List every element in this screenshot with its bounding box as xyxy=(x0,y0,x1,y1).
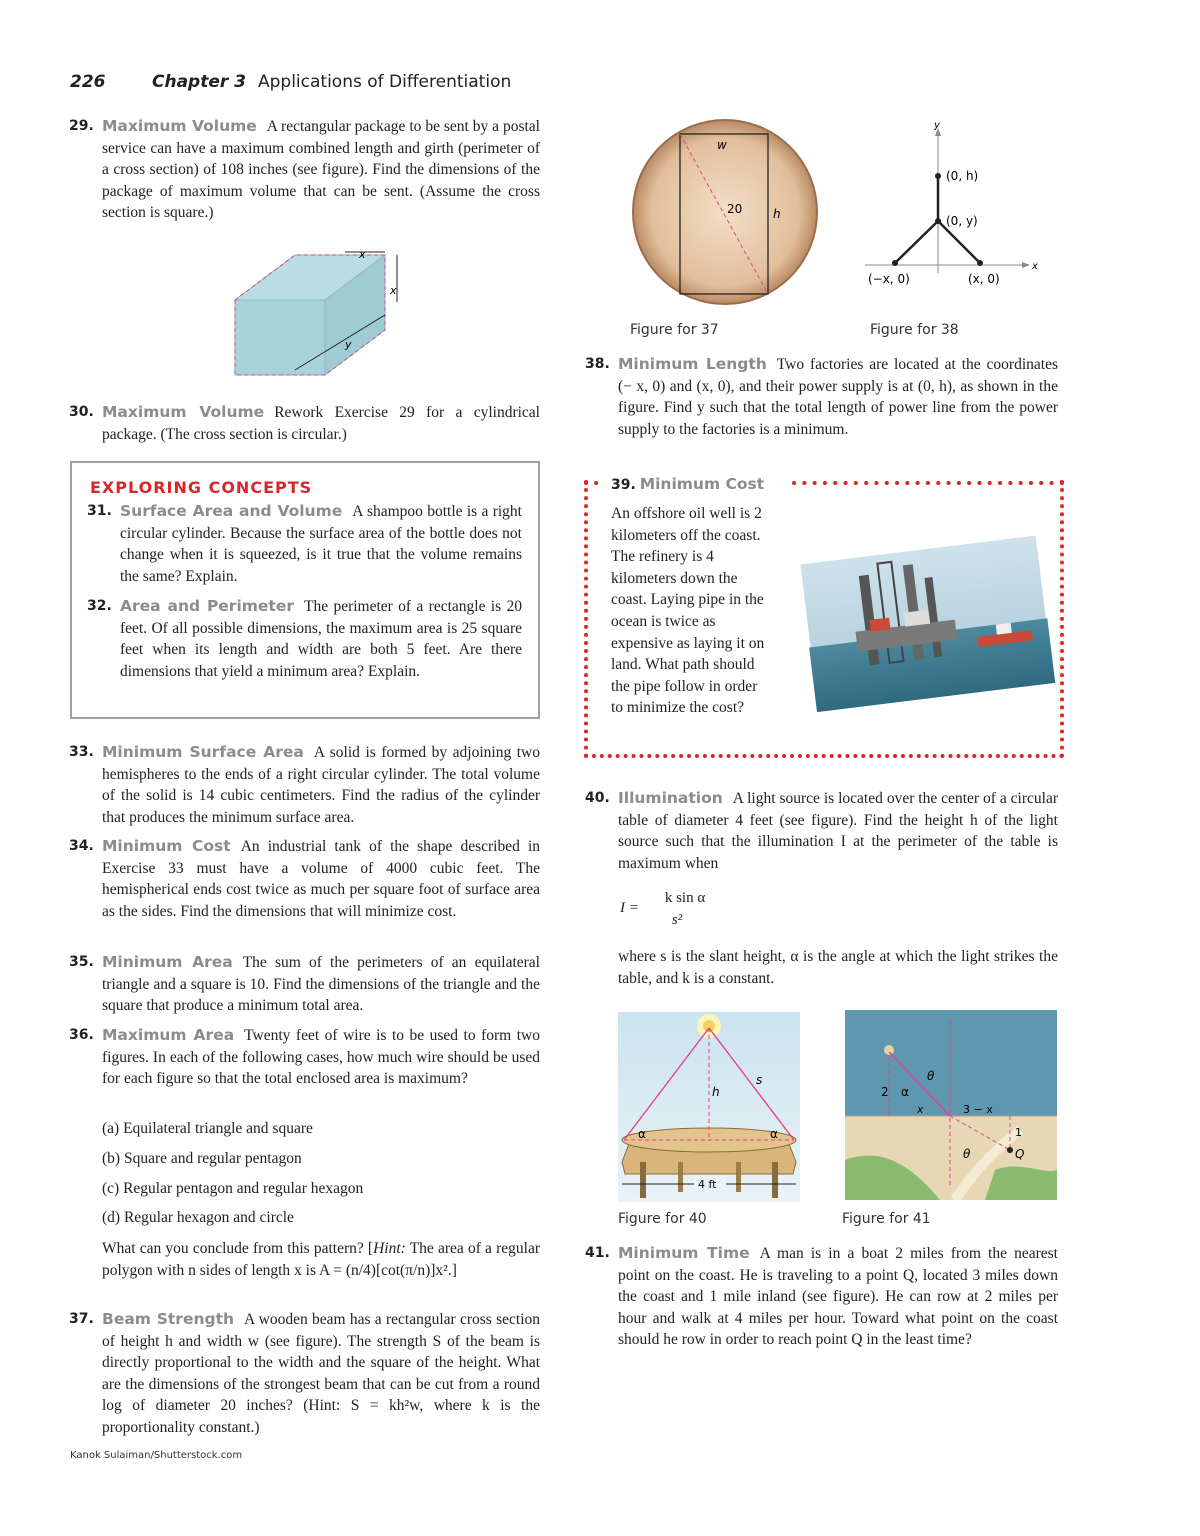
exercise-text: A solid is formed by adjoining two hemispheres to the ends of a right circular cylinder. The total volume of the solid is 14 cubic centimeters. Find the radius of the cylinder that produces the minimum surface area. xyxy=(102,744,540,826)
label-theta-bottom: θ xyxy=(963,1147,971,1161)
hint-text: The area of a regular polygon with n sides of length x is A = (n/4)[cot(π/n)]x². xyxy=(102,1240,540,1279)
exercise-number: 32. xyxy=(87,598,112,614)
label-q: Q xyxy=(1015,1147,1025,1161)
power-line-figure xyxy=(860,118,1050,298)
exercise-text: An industrial tank of the shape described in Exercise 33 must have a volume of 4000 cubic feet. The hemispherical ends cost twice as much per square foot of surface area as the sides. Find the dimensions that will minimize cost. xyxy=(102,838,540,920)
point-right-label: (x, 0) xyxy=(968,272,1000,286)
label-x-side: x xyxy=(390,284,397,297)
label-alpha: α xyxy=(901,1085,909,1099)
exercise-39-text: An offshore oil well is 2 kilometers off the coast. The refinery is 4 kilometers down the coast. Laying pipe in the ocean is twice as expensive as laying it on land. What path should the pipe follow in order to minimize the cost? xyxy=(611,505,765,717)
exercise-title: Maximum Area xyxy=(102,1026,235,1044)
exercise-text: A light source is located over the center of a circular table of diameter 4 feet (see figure). Find the height h of the light source such that the illumination I at the perimeter of the table is maximum when xyxy=(618,790,1058,872)
figure-37-caption: Figure for 37 xyxy=(630,322,719,338)
exercise-title: Minimum Area xyxy=(102,953,233,971)
exercise-title: Illumination xyxy=(618,789,723,807)
exercise-number: 41. xyxy=(585,1245,610,1261)
exercise-number: 30. xyxy=(69,404,94,420)
exercise-36 xyxy=(69,1025,540,1090)
part-c: (c) Regular pentagon and regular hexagon xyxy=(102,1180,364,1197)
exercise-40 xyxy=(585,788,1058,874)
page-number: 226 xyxy=(70,72,106,92)
boat-icon xyxy=(884,1045,894,1055)
package-figure xyxy=(225,240,415,380)
boat-path-figure xyxy=(845,1010,1057,1200)
exercise-number: 37. xyxy=(69,1311,94,1327)
exercise-title: Surface Area and Volume xyxy=(120,502,343,520)
exercise-36-hint: What can you conclude from this pattern? [Hint: The area of a regular polygon with n sides of length x is A = (n/4)[cot(π/n)]x².] xyxy=(102,1240,540,1279)
label-width: 4 ft xyxy=(698,1178,717,1191)
part-b: (b) Square and regular pentagon xyxy=(102,1150,302,1167)
figure-41-caption: Figure for 41 xyxy=(842,1211,931,1227)
exercise-text: The sum of the perimeters of an equilateral triangle and a square is 10. Find the dimensions of the triangle and the square that produce a minimum total area. xyxy=(102,954,540,1015)
photo-credit: Kanok Sulaiman/Shutterstock.com xyxy=(70,1450,243,1461)
exercise-35 xyxy=(69,952,540,1017)
exercise-title: Minimum Cost xyxy=(639,475,765,493)
dot-row-left xyxy=(584,478,608,488)
exercise-text: A rectangular package to be sent by a postal service can have a maximum combined length and girth (perimeter of a cross section) of 108 inches (see figure). Find the dimensions of the package of maximum volume that can be sent. (Assume the cross section is square.) xyxy=(102,118,540,222)
lamp-table-figure xyxy=(618,1012,800,1202)
label-one: 1 xyxy=(1015,1126,1022,1139)
exercise-41 xyxy=(585,1243,1058,1351)
exercise-text: The perimeter of a rectangle is 20 feet. Of all possible dimensions, the maximum area is 25 square feet when its length and width are both 5 feet. Are there dimensions that yield a minimum area? Explain. xyxy=(120,598,522,680)
chapter-label: Chapter 3 xyxy=(152,72,247,92)
hint-label: Hint: xyxy=(373,1240,406,1257)
figure-40-caption: Figure for 40 xyxy=(618,1211,707,1227)
exercise-33 xyxy=(69,742,540,828)
exercise-title: Area and Perimeter xyxy=(120,597,294,615)
exercise-39-heading xyxy=(611,474,783,497)
log-figure xyxy=(615,118,835,318)
exercise-38 xyxy=(585,354,1058,440)
label-alpha-left: α xyxy=(638,1127,646,1141)
exercise-title: Beam Strength xyxy=(102,1310,235,1328)
exercise-text: A wooden beam has a rectangular cross section of height h and width w (see figure). The strength S of the beam is directly proportional to the width and the square of the height. What are the dimensions of the strongest beam that can be cut from a round log of diameter 20 inches? (Hint: S = kh²w, where k is the proportionality constant.) xyxy=(102,1311,540,1436)
exercise-title: Maximum Volume xyxy=(102,117,257,135)
exercise-number: 29. xyxy=(69,118,94,134)
exercise-number: 34. xyxy=(69,838,94,854)
point-mid-label: (0, y) xyxy=(946,214,978,228)
exercise-number: 36. xyxy=(69,1027,94,1043)
exercise-number: 33. xyxy=(69,744,94,760)
exercise-text: Two factories are located at the coordinates (− x, 0) and (x, 0), and their power supply is at (0, h), as shown in the figure. Find y such that the total length of power line from the power supply to the factories is a minimum. xyxy=(618,356,1058,438)
exercise-number: 39. xyxy=(611,477,636,493)
label-s: s xyxy=(756,1073,763,1087)
label-diameter: 20 xyxy=(727,202,743,216)
part-a: (a) Equilateral triangle and square xyxy=(102,1120,313,1137)
exploring-concepts-heading: EXPLORING CONCEPTS xyxy=(90,478,313,497)
exercise-31 xyxy=(87,501,522,587)
label-rest: 3 − x xyxy=(963,1103,993,1116)
exercise-number: 38. xyxy=(585,356,610,372)
formula-lhs: I = xyxy=(620,900,639,916)
axis-x-label: x xyxy=(1032,261,1038,272)
axis-y-label: y xyxy=(934,120,940,131)
chapter-title: Applications of Differentiation xyxy=(258,72,512,92)
point-top-label: (0, h) xyxy=(946,169,979,183)
exercise-title: Minimum Cost xyxy=(102,837,231,855)
exercise-title: Minimum Length xyxy=(618,355,767,373)
label-w: w xyxy=(717,138,727,152)
exercise-29 xyxy=(69,116,540,224)
label-x-top: x xyxy=(359,248,366,261)
dot-row-right xyxy=(790,478,1066,488)
exercise-title: Minimum Surface Area xyxy=(102,743,304,761)
exercise-text: A shampoo bottle is a right circular cylinder. Because the surface area of the bottle does not change when it is squeezed, is it true that the volume remains the same? Explain. xyxy=(120,503,522,585)
exercise-text: Twenty feet of wire is to be used to form two figures. In each of the following cases, how much wire should be used for each figure so that the total enclosed area is maximum? xyxy=(102,1027,540,1088)
label-h: h xyxy=(712,1085,720,1099)
exercise-number: 35. xyxy=(69,954,94,970)
exercise-number: 40. xyxy=(585,790,610,806)
label-h: h xyxy=(773,207,781,221)
exercise-30 xyxy=(69,402,540,445)
exercise-37 xyxy=(69,1309,540,1439)
hint-question: What can you conclude from this pattern? xyxy=(102,1240,364,1257)
formula-numerator: k sin α xyxy=(664,890,706,906)
oil-rig-photo xyxy=(795,528,1060,718)
label-theta-top: θ xyxy=(927,1069,935,1083)
label-two: 2 xyxy=(881,1085,889,1099)
exercise-text: Rework Exercise 29 for a cylindrical package. (The cross section is circular.) xyxy=(102,404,540,443)
exercise-32 xyxy=(87,596,522,682)
label-x: x xyxy=(917,1103,924,1116)
formula-denominator: s² xyxy=(671,912,683,928)
label-y: y xyxy=(345,338,352,351)
figure-38-caption: Figure for 38 xyxy=(870,322,959,338)
exercise-34 xyxy=(69,836,540,922)
point-left-label: (−x, 0) xyxy=(868,272,910,286)
part-d: (d) Regular hexagon and circle xyxy=(102,1209,294,1226)
exercise-40-after: where s is the slant height, α is the angle at which the light strikes the table, and k is a constant. xyxy=(618,948,1058,987)
exercise-title: Maximum Volume xyxy=(102,403,265,421)
exercise-number: 31. xyxy=(87,503,112,519)
exercise-text: A man is in a boat 2 miles from the nearest point on the coast. He is traveling to a point Q, located 3 miles down the coast and 1 mile inland (see figure). He can row at 2 miles per hour and walk at 4 miles per hour. Toward what point on the coast should he row in order to reach point Q in the least time? xyxy=(618,1245,1058,1349)
label-alpha-right: α xyxy=(770,1127,778,1141)
exercise-title: Minimum Time xyxy=(618,1244,750,1262)
